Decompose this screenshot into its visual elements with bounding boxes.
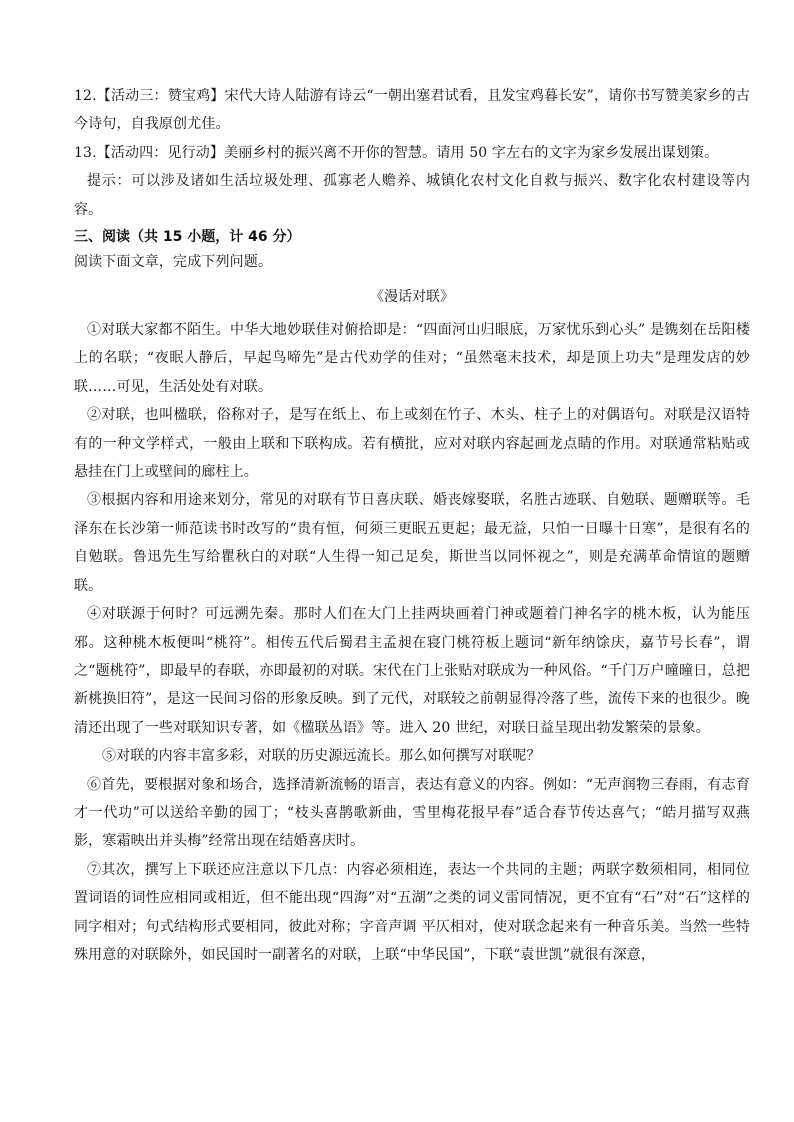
section-heading: 三、阅读（共 15 小题，计 46 分）: [74, 229, 301, 246]
article-paragraph-7: ⑦其次，撰写上下联还应注意以下几点：内容必须相连，表达一个共同的主题；两联字数须相同，相同位置词语的词性应相同或相近，但不能出现“四海”对“五湖”之类的词义雷同情况，更不宜有“石”对“石”这样的同字相对；句式结构形式要相同，彼此对称；字音声调 平仄相对，使对联念起来有一种音乐美。当然一些特殊用意的对联除外，如民国时一副著名的对联，上联“中华民国”，下联“袁世凯”就很有深意，: [74, 861, 750, 963]
section-instruction: 阅读下面文章，完成下列问题。: [74, 254, 273, 271]
page-content: [74, 82, 750, 969]
question-13: 13.【活动四：见行动】美丽乡村的振兴离不开你的智慧。请用 50 字左右的文字为家乡发展出谋划策。: [74, 144, 719, 161]
question-12: 12.【活动三：赞宝鸡】宋代大诗人陆游有诗云“一朝出塞君试看，且发宝鸡暮长安”，请你书写赞美家乡的古今诗句，自我原创尤佳。: [74, 88, 750, 133]
article-title: 《漫话对联》: [370, 289, 454, 306]
article-paragraph-4: ④对联源于何时？可远溯先秦。那时人们在大门上挂两块画着门神或题着门神名字的桃木板，认为能压邪。这种桃木板便叫“桃符”。相传五代后蜀君主孟昶在寝门桃符板上题词“新年纳馀庆，嘉节号长春”，谓之“题桃符”，即最早的春联，亦即最初的对联。宋代在门上张贴对联成为一种风俗。“千门万户曈曈日，总把新桃换旧符”，是这一民间习俗的形象反映。到了元代，对联较之前朝显得冷落了些，流传下来的也很少。晚清还出现了一些对联知识专著，如《楹联丛语》等。进入 20 世纪，对联日益呈现出勃发繁荣的景象。: [74, 606, 750, 736]
article-paragraph-5: ⑤对联的内容丰富多彩，对联的历史源远流长。那么如何撰写对联呢？: [102, 748, 541, 765]
article-paragraph-2: ②对联，也叫楹联，俗称对子，是写在纸上、布上或刻在竹子、木头、柱子上的对偶语句。对联是汉语特有的一种文学样式，一般由上联和下联构成。若有横批，应对对联内容起画龙点睛的作用。对联通常粘贴或悬挂在门上或壁间的廊柱上。: [74, 407, 750, 481]
article-paragraph-3: ③根据内容和用途来划分，常见的对联有节日喜庆联、婚丧嫁娶联，名胜古迹联、自勉联、题赠联等。毛泽东在长沙第一师范读书时改写的“贵有恒，何须三更眠五更起；最无益，只怕一日曝十日寒”，是很有名的自勉联。鲁迅先生写给瞿秋白的对联“人生得一知己足矣，斯世当以同怀视之”，则是充满革命情谊的题赠联。: [74, 492, 750, 594]
question-13-tip: 提示：可以涉及诸如生活垃圾处理、孤寡老人赡养、城镇化农村文化自救与振兴、数字化农村建设等内容。: [74, 173, 750, 218]
article-paragraph-1: ①对联大家都不陌生。中华大地妙联佳对俯拾即是：“四面河山归眼底，万家忧乐到心头” 是镌刻在岳阳楼上的名联；“夜眠人静后，早起鸟啼先”是古代劝学的佳对；“虽然毫末技术，却是顶上功夫”是理发店的妙联……可见，生活处处有对联。: [74, 322, 750, 395]
article-paragraph-6: ⑥首先，要根据对象和场合，选择清新流畅的语言，表达有意义的内容。例如：“无声润物三春雨，有志育才一代功”可以送给辛勤的园丁；“枝头喜鹊歌新曲，雪里梅花报早春”适合春节传达喜气；“皓月描写双燕影，寒霜映出并头梅”经常出现在结婚喜庆时。: [74, 776, 750, 850]
